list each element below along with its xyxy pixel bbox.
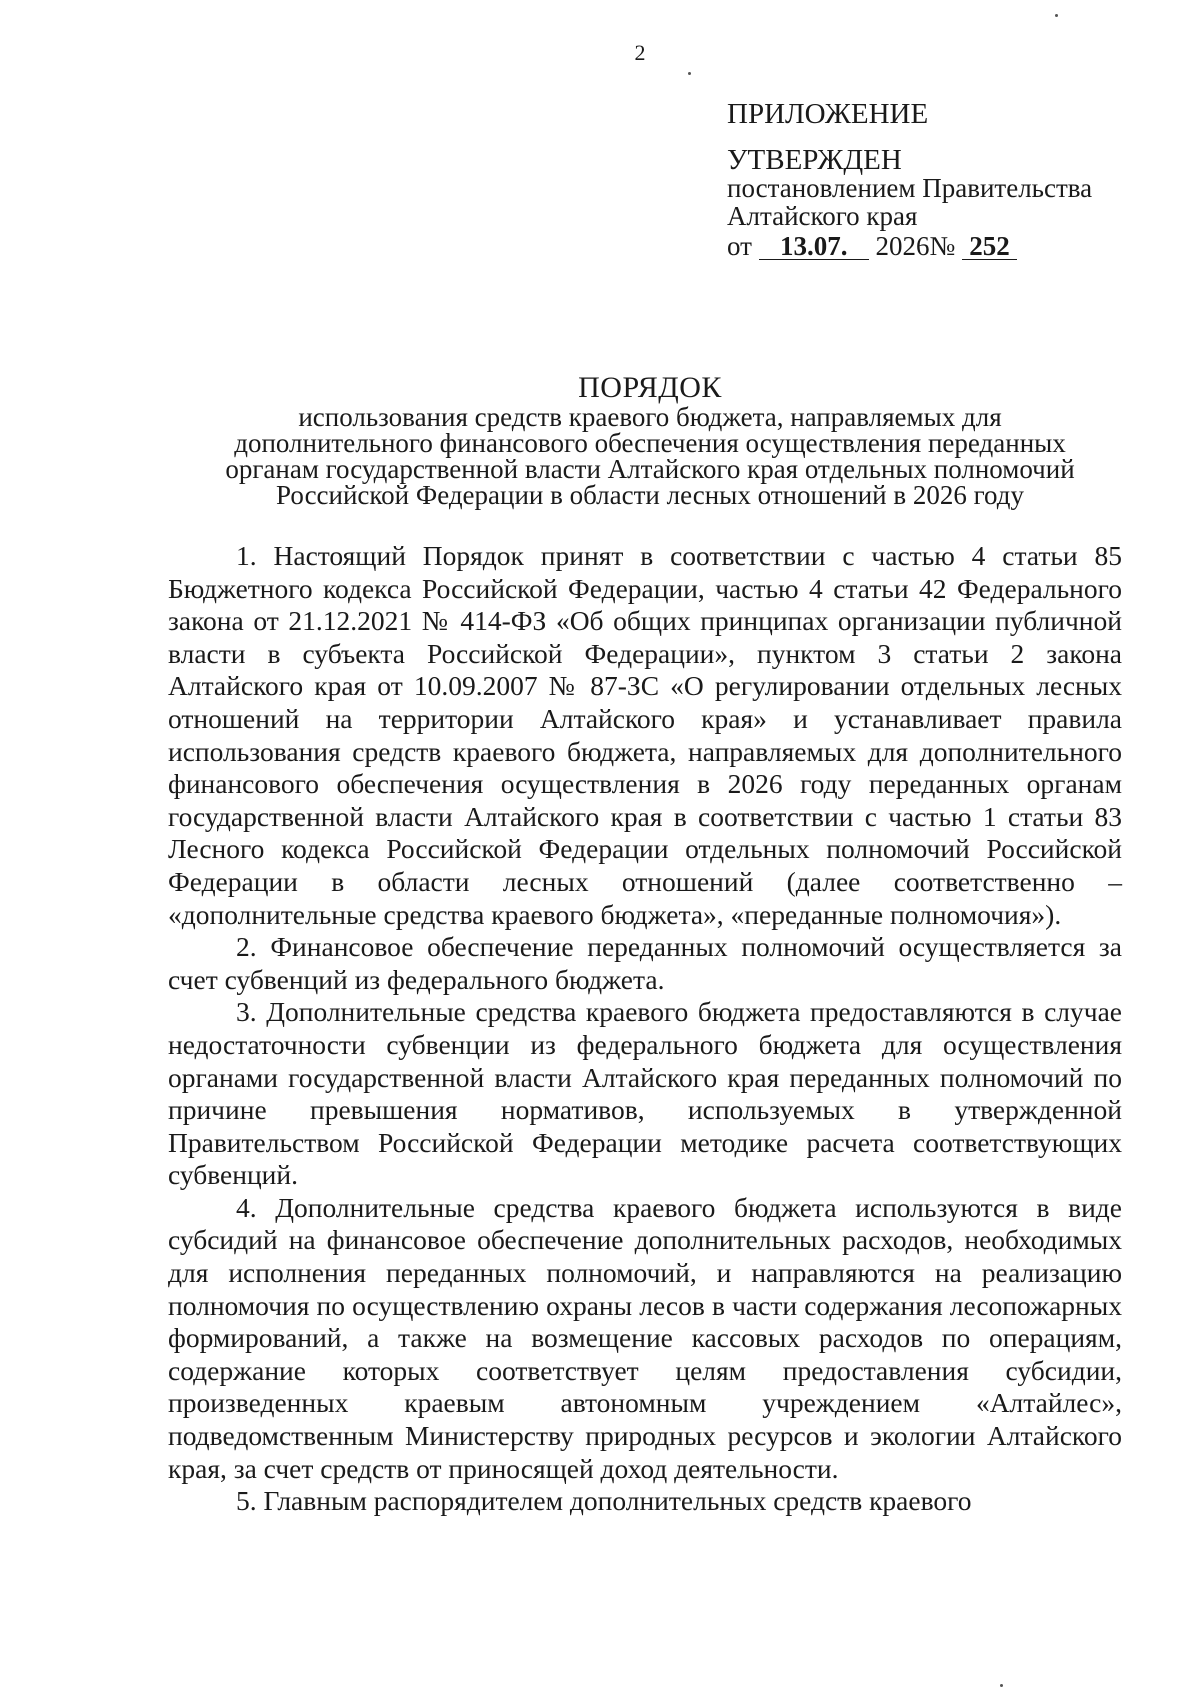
approval-line-1: постановлением Правительства: [727, 173, 1093, 203]
scan-speck: [1000, 1684, 1003, 1687]
paragraph-5: 5. Главным распорядителем дополнительных средств краевого: [236, 1485, 972, 1517]
from-label: от: [727, 231, 752, 261]
document-title: ПОРЯДОК: [578, 371, 722, 404]
document-body: [168, 540, 1122, 1518]
paragraph-4: 4. Дополнительные средства краевого бюджета используются в виде субсидий на финансовое обеспечение дополнительных расходов, необходимых для исполнения переданных полномочий, и направляются на реализацию полномочия по осуществлению охраны лесов в части содержания лесопожарных формирований, а также на возмещение кассовых расходов по операциям, содержание которых соответствует целям предоставления субсидии, произведенных краевым автономным учреждением «Алтайлес», подведомственным Министерству природных ресурсов и экологии Алтайского края, за счет средств от приносящей доход деятельности.: [168, 1191, 1122, 1484]
appendix-label: ПРИЛОЖЕНИЕ: [727, 98, 929, 130]
approval-date-field: 13.07.: [759, 233, 869, 260]
paragraph-1: 1. Настоящий Порядок принят в соответствии с частью 4 статьи 85 Бюджетного кодекса Российской Федерации, частью 4 статьи 42 Федерального закона от 21.12.2021 № 414-ФЗ «Об общих принципах организации публичной власти в субъекта Российской Федерации», пунктом 3 статьи 2 закона Алтайского края от 10.09.2007 № 87-ЗС «О регулировании отдельных лесных отношений на территории Алтайского края» и устанавливает правила использования средств краевого бюджета, направляемых для дополнительного финансового обеспечения осуществления в 2026 году переданных органам государственной власти Алтайского края в соответствии с частью 1 статьи 83 Лесного кодекса Российской Федерации отдельных полномочий Российской Федерации в области лесных отношений (далее соответственно – «дополнительные средства краевого бюджета», «переданные полномочия»).: [168, 540, 1122, 930]
title-line-3: органам государственной власти Алтайского края отдельных полномочий: [225, 454, 1075, 484]
approval-line-2: Алтайского края: [727, 201, 918, 231]
approval-number-field: 252: [962, 233, 1017, 260]
approval-stamp-block: [727, 100, 1147, 260]
approval-dateline: [727, 232, 1147, 260]
paragraph-2: 2. Финансовое обеспечение переданных полномочий осуществляется за счет субвенций из федерального бюджета.: [168, 931, 1122, 995]
title-line-1: использования средств краевого бюджета, направляемых для: [298, 402, 1002, 432]
number-sign: №: [929, 231, 956, 261]
title-line-2: дополнительного финансового обеспечения осуществления переданных: [234, 428, 1066, 458]
approval-year: 2026: [875, 231, 930, 261]
document-title-block: [165, 372, 1135, 508]
page-number: 2: [634, 40, 646, 65]
scan-speck: [1055, 14, 1058, 17]
scan-speck: [688, 72, 691, 75]
title-line-4: Российской Федерации в области лесных отношений в 2026 году: [276, 480, 1024, 510]
paragraph-3: 3. Дополнительные средства краевого бюджета предоставляются в случае недостаточности субвенции из федерального бюджета для осуществления органами государственной власти Алтайского края переданных полномочий по причине превышения нормативов, используемых в утвержденной Правительством Российской Федерации методике расчета соответствующих субвенций.: [168, 996, 1122, 1191]
approved-label: УТВЕРЖДЕН: [727, 144, 902, 176]
